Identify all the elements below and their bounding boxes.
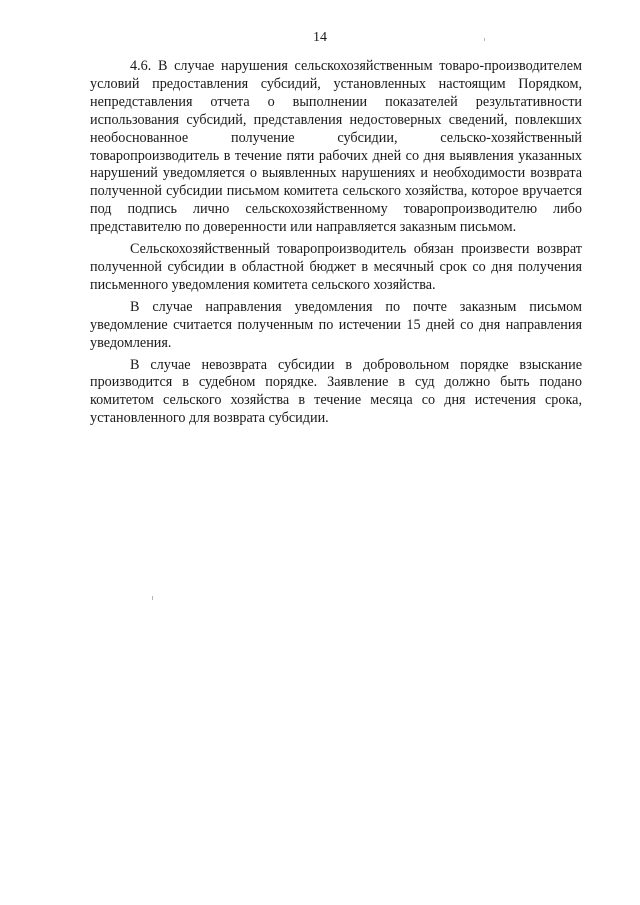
paragraph-refund-obligation: Сельскохозяйственный товаропроизводитель обязан произвести возврат полученной субсидии в областной бюджет в месячный срок со дня получения письменного уведомления комитета сельского хозяйства. bbox=[90, 241, 582, 293]
paragraph-postal-notice: В случае направления уведомления по почте заказным письмом уведомление считается полученным по истечении 15 дней со дня направления уведомления. bbox=[90, 298, 582, 351]
document-body bbox=[90, 58, 582, 432]
scan-speck bbox=[484, 38, 485, 41]
paragraph-4-6: 4.6. В случае нарушения сельскохозяйственным товаро-производителем условий предоставления субсидий, установленных настоящим Порядком, непредставления отчета о выполнении показателей результативности использования субсидий, представления недостоверных сведений, повлекших необоснованное получение субсидии, сельско-хозяйственный товаропроизводитель в течение пяти рабочих дней со дня выявления указанных нарушений уведомляется о выявленных нарушениях и необходимости возврата полученной субсидии письмом комитета сельского хозяйства, которое вручается под подпись лично сельскохозяйственному товаропроизводителю либо представителю по доверенности или направляется заказным письмом. bbox=[90, 58, 582, 236]
page-number: 14 bbox=[313, 30, 327, 45]
scan-speck bbox=[152, 596, 153, 600]
paragraph-court-recovery: В случае невозврата субсидии в добровольном порядке взыскание производится в судебном порядке. Заявление в суд должно быть подано комитетом сельского хозяйства в течение месяца со дня истечения срока, установленного для возврата субсидии. bbox=[90, 356, 582, 427]
